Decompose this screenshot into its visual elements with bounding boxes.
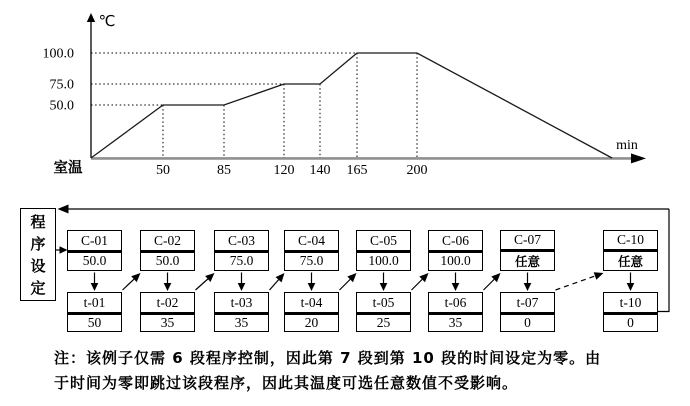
temp-box-C-07-value: 任意 <box>514 254 540 269</box>
time-box-t-07 <box>500 292 555 332</box>
time-box-t-03-id: t-03 <box>230 294 253 310</box>
link-arrow-t-01-line <box>123 279 134 290</box>
time-box-t-05-value: 25 <box>376 314 391 330</box>
time-box-t-01 <box>67 292 122 332</box>
time-box-t-02 <box>140 292 195 332</box>
return-loop-head <box>58 205 69 214</box>
down-arrow-C-07-head <box>524 283 532 291</box>
temperature-curve <box>91 53 612 158</box>
x-tick-label-4: 140 <box>309 163 331 178</box>
link-arrow-t-06-line <box>484 279 495 290</box>
time-box-t-01-id: t-01 <box>83 294 106 310</box>
temp-box-C-06-value: 100.0 <box>440 253 471 269</box>
y-tick-label-50: 50.0 <box>49 98 74 114</box>
x-tick-label-2: 85 <box>217 163 231 178</box>
down-arrow-C-01-head <box>91 283 99 291</box>
time-box-t-04-value: 20 <box>304 314 319 330</box>
down-arrow-C-03-head <box>238 283 246 291</box>
temp-box-C-05-value: 100.0 <box>368 253 399 269</box>
time-box-t-06 <box>428 292 483 332</box>
temp-box-C-07-id: C-07 <box>514 232 541 248</box>
time-box-t-10-value: 0 <box>627 314 634 330</box>
y-axis-head <box>87 13 95 22</box>
time-box-t-07-value: 0 <box>524 314 531 330</box>
down-arrow-C-05-head <box>380 283 388 291</box>
link-arrow-t-02-line <box>196 279 208 290</box>
time-box-t-10 <box>603 292 658 332</box>
time-box-t-02-id: t-02 <box>156 294 179 310</box>
down-arrow-C-02-head <box>164 283 172 291</box>
temp-box-C-02 <box>140 230 195 271</box>
time-box-t-05-id: t-05 <box>372 294 395 310</box>
time-box-t-02-value: 35 <box>160 314 175 330</box>
temp-box-C-06 <box>428 230 483 271</box>
time-box-t-03 <box>214 292 269 332</box>
temp-box-C-10-id: C-10 <box>617 232 644 248</box>
temp-box-C-02-id: C-02 <box>154 232 181 248</box>
temp-box-C-04-id: C-04 <box>298 232 325 248</box>
link-arrow-t-04-line <box>340 279 351 290</box>
down-arrow-C-10-head <box>627 283 635 291</box>
link-arrow-t-03-line <box>270 280 279 290</box>
temp-box-C-10 <box>603 230 658 271</box>
temp-box-C-06-id: C-06 <box>442 232 469 248</box>
time-box-t-04 <box>284 292 339 332</box>
temp-box-C-03 <box>214 230 269 271</box>
note-line-1: 注：该例子仅需 6 段程序控制，因此第 7 段到第 10 段的时间设定为零。由 <box>54 349 602 367</box>
time-box-t-01-value: 50 <box>87 314 102 330</box>
temp-box-C-04 <box>284 230 339 271</box>
down-arrow-C-06-head <box>452 283 460 291</box>
temp-box-C-01-value: 50.0 <box>82 253 107 269</box>
y-tick-label-100: 100.0 <box>42 46 74 62</box>
temp-box-C-04-value: 75.0 <box>299 253 324 269</box>
x-axis-arrow-head <box>631 153 646 163</box>
return-loop-line <box>658 209 669 312</box>
temp-box-C-01 <box>67 230 122 271</box>
y-unit-label: ℃ <box>98 12 116 30</box>
temp-box-C-03-id: C-03 <box>228 232 255 248</box>
temp-box-C-05-id: C-05 <box>370 232 397 248</box>
temp-box-C-10-value: 任意 <box>617 254 643 269</box>
temp-box-C-07 <box>500 230 555 271</box>
x-tick-label-6: 200 <box>406 163 428 178</box>
time-box-t-06-id: t-06 <box>444 294 467 310</box>
time-box-t-04-id: t-04 <box>300 294 323 310</box>
x-tick-label-3: 120 <box>273 163 295 178</box>
link-arrow-t-07-dashed-line <box>556 276 596 290</box>
x-unit-label: min <box>616 138 638 153</box>
y-tick-label-75: 75.0 <box>49 77 74 93</box>
note-line-2: 于时间为零即跳过该段程序，因此其温度可选任意数值不受影响。 <box>54 374 519 392</box>
temp-box-C-03-value: 75.0 <box>229 253 254 269</box>
time-box-t-06-value: 35 <box>448 314 463 330</box>
program-setting-label-box <box>20 208 56 301</box>
time-box-t-03-value: 35 <box>234 314 249 330</box>
temp-box-C-01-id: C-01 <box>81 232 108 248</box>
link-arrow-t-05-line <box>412 279 423 290</box>
x-tick-label-5: 165 <box>346 163 368 178</box>
origin-label: 室温 <box>53 160 83 177</box>
time-box-t-10-id: t-10 <box>619 294 642 310</box>
link-arrow-t-07-dashed-head <box>594 272 604 280</box>
time-box-t-07-id: t-07 <box>516 294 539 310</box>
down-arrow-C-04-head <box>308 283 316 291</box>
x-tick-label-1: 50 <box>156 163 170 178</box>
temp-box-C-02-value: 50.0 <box>155 253 180 269</box>
time-box-t-05 <box>356 292 411 332</box>
note-text <box>54 346 679 396</box>
program-setting-label: 程序设定 <box>30 212 46 297</box>
temp-box-C-05 <box>356 230 411 271</box>
